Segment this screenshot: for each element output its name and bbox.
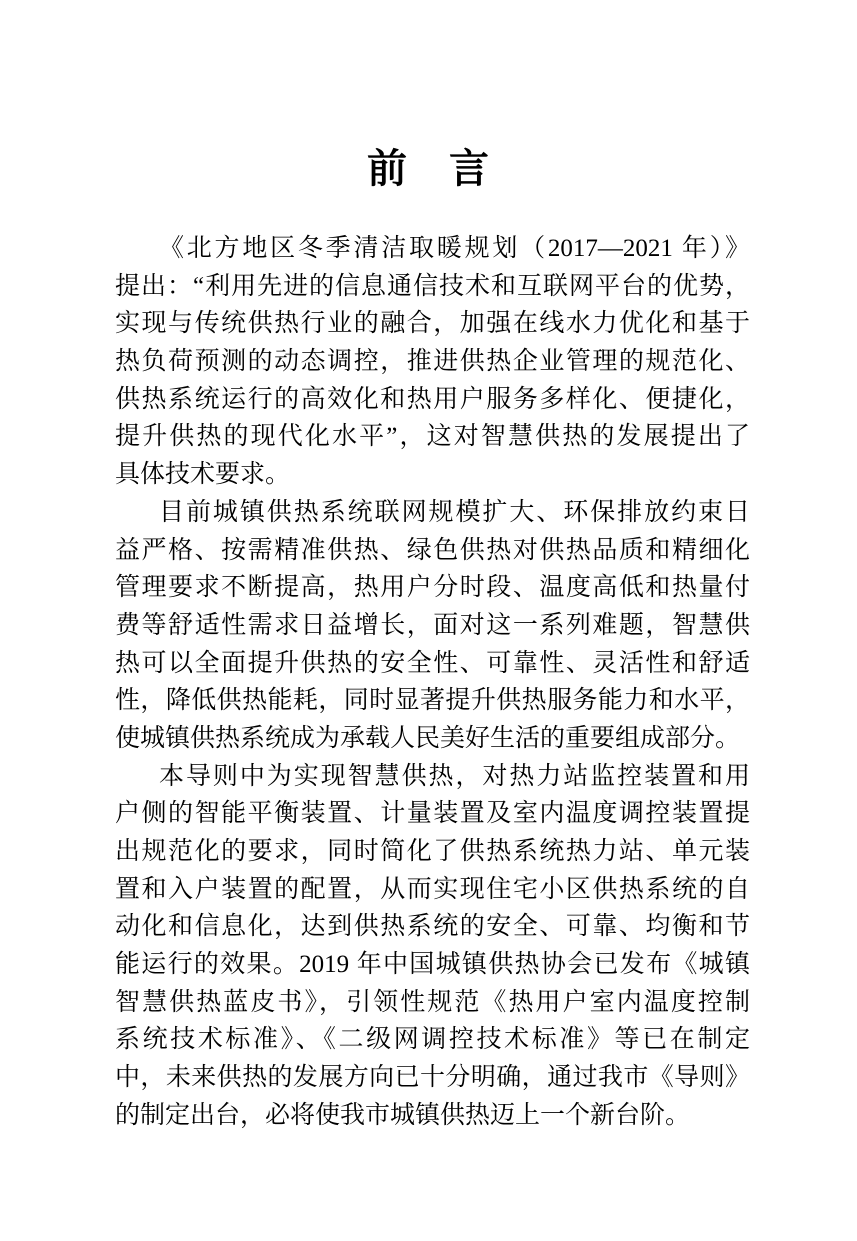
paragraph-line: 提升供热的现代化水平”，这对智慧供热的发展提出了: [115, 423, 750, 451]
paragraph-line: 能运行的效果。2019 年中国城镇供热协会已发布《城镇: [115, 951, 750, 979]
paragraph-line: 目前城镇供热系统联网规模扩大、环保排放约束日: [159, 498, 750, 526]
paragraph-line: 的制定出台，必将使我市城镇供热迈上一个新台阶。: [115, 1101, 691, 1129]
paragraph-line: 管理要求不断提高，热用户分时段、温度高低和热量付: [115, 574, 750, 602]
paragraph-line: 智慧供热蓝皮书》，引领性规范《热用户室内温度控制: [115, 988, 750, 1016]
paragraph-line: 出规范化的要求，同时简化了供热系统热力站、单元装: [115, 838, 750, 865]
page-title: 前 言: [367, 146, 490, 191]
paragraph-line: 户侧的智能平衡装置、计量装置及室内温度调控装置提: [115, 800, 750, 828]
paragraph-line: 《北方地区冬季清洁取暖规划（2017—2021 年）》: [159, 235, 750, 262]
paragraph-line: 置和入户装置的配置，从而实现住宅小区供热系统的自: [115, 875, 750, 903]
paragraph-line: 具体技术要求。: [115, 461, 291, 489]
document-body: [115, 230, 750, 1135]
paragraph-line: 益严格、按需精准供热、绿色供热对供热品质和精细化: [115, 536, 750, 564]
paragraph-line: 使城镇供热系统成为承载人民美好生活的重要组成部分。: [115, 724, 741, 752]
paragraph-line: 性，降低供热能耗，同时显著提升供热服务能力和水平，: [115, 687, 750, 715]
paragraph-line: 动化和信息化，达到供热系统的安全、可靠、均衡和节: [115, 913, 750, 941]
paragraph-line: 供热系统运行的高效化和热用户服务多样化、便捷化，: [115, 385, 750, 413]
paragraph-line: 热负荷预测的动态调控，推进供热企业管理的规范化、: [115, 348, 750, 376]
paragraph-line: 热可以全面提升供热的安全性、可靠性、灵活性和舒适: [115, 649, 750, 677]
paragraph-line: 费等舒适性需求日益增长，面对这一系列难题，智慧供: [115, 611, 750, 639]
paragraph-line: 本导则中为实现智慧供热，对热力站监控装置和用: [159, 762, 750, 790]
paragraph-line: 实现与传统供热行业的融合，加强在线水力优化和基于: [115, 310, 750, 338]
paragraph-line: 提出：“利用先进的信息通信技术和互联网平台的优势，: [115, 272, 750, 300]
paragraph-line: 中，未来供热的发展方向已十分明确，通过我市《导则》: [115, 1064, 750, 1092]
paragraph-line: 系统技术标准》、《二级网调控技术标准》等已在制定: [115, 1026, 750, 1054]
